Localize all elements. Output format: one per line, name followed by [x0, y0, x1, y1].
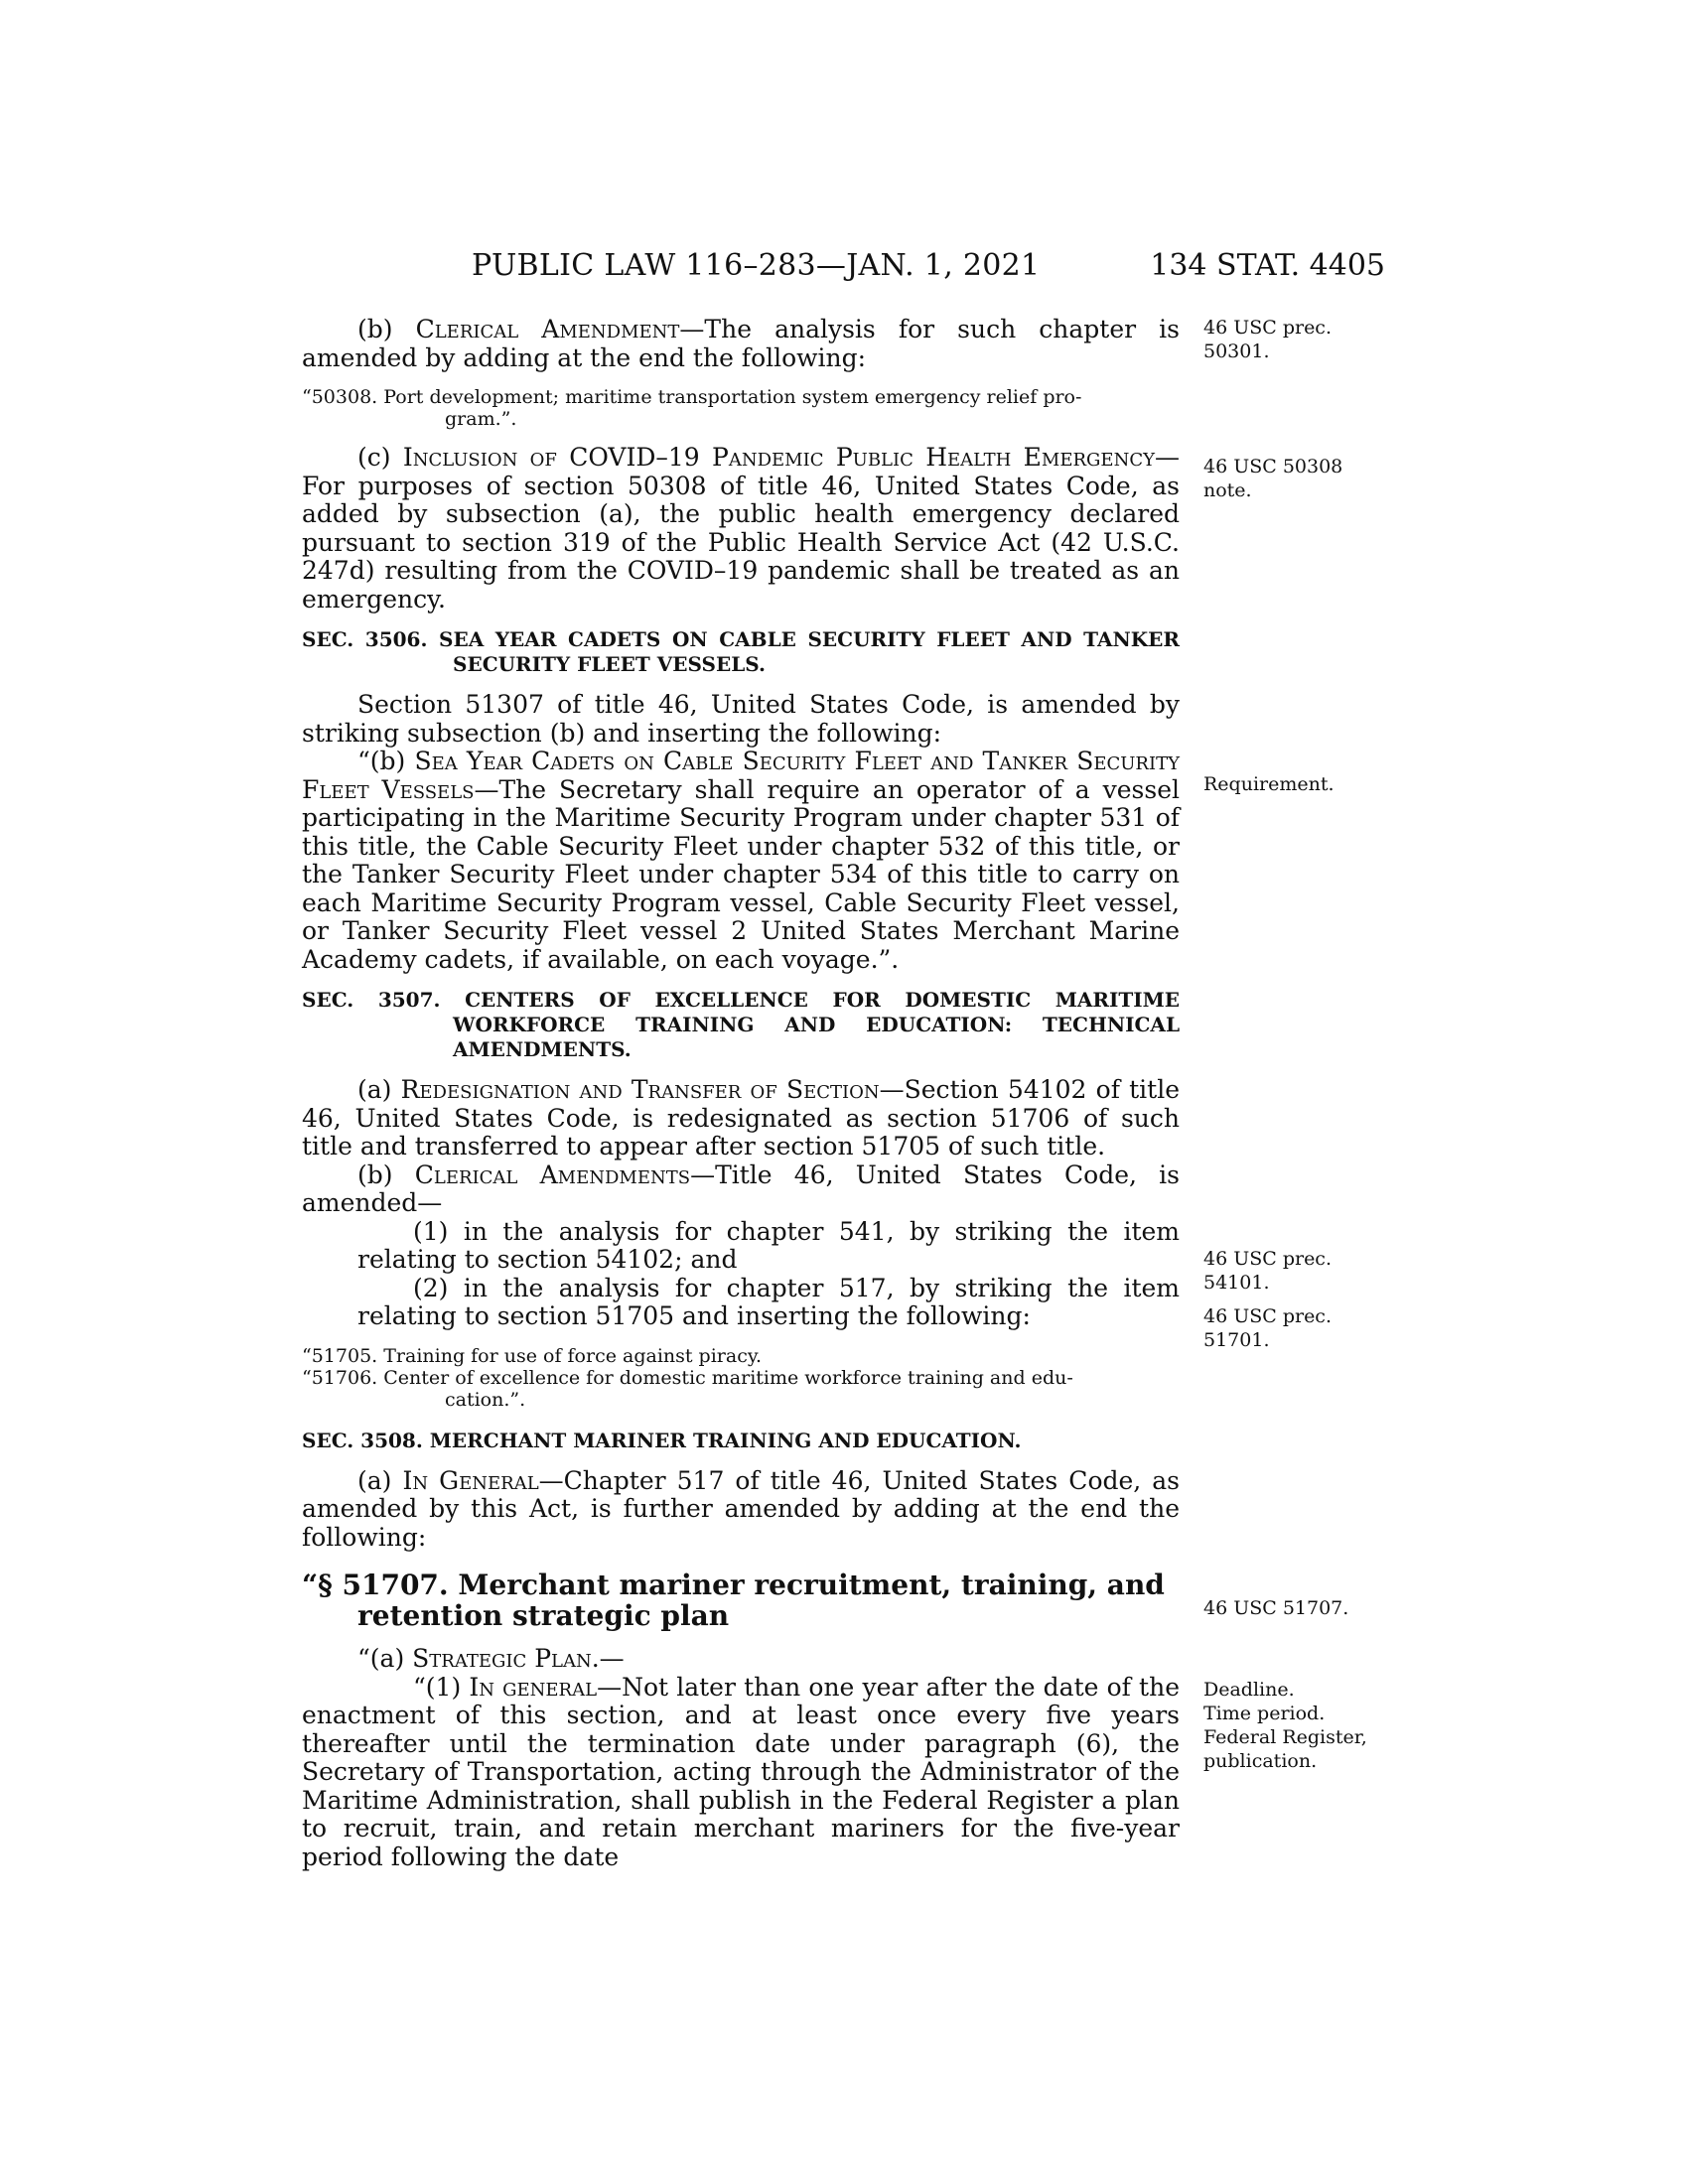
- subsection-text: —The analysis for such chapter is amended by adding at the end the following:: [302, 315, 1180, 372]
- margin-note-requirement: Requirement.: [1203, 773, 1335, 795]
- subsection-heading: Strategic Plan: [412, 1644, 592, 1673]
- paragraph-1-in-general: “(1) In general—Not later than one year after the date of the enactment of this section, and at least once every five years thereafter until the termination date under paragraph (6), the Secretary of Transportation, acting through the Administrator of the Maritime Administration, shall publish in the Federal Register a plan to recruit, train, and retain merchant mariners for the five-year period following the date: [302, 1672, 1180, 1871]
- subsection-heading: Inclusion of COVID–19 Pandemic Public Health Emergency: [402, 443, 1155, 472]
- document-body: [302, 316, 1180, 1871]
- paragraph-2: (2) in the analysis for chapter 517, by striking the item relating to section 51705 and inserting the following:: [357, 1273, 1180, 1330]
- section-3508-subsection-a: (a) In General—Chapter 517 of title 46, United States Code, as amended by this Act, is further amended by adding at the end the following:: [302, 1465, 1181, 1552]
- section-3507-heading: SEC. 3507. CENTERS OF EXCELLENCE FOR DOMESTIC MARITIME WORKFORCE TRAINING AND EDUCATION: TECHNICAL AMENDMENTS.: [302, 988, 1180, 1061]
- subsection-text: —Section 54102 of title 46, United States Code, is redesignated as section 51706 of such title and transferred to appear after section 51705 of such title.: [302, 1075, 1181, 1160]
- subsection-heading: Redesignation and Transfer of Section: [400, 1075, 880, 1104]
- paragraph-1: (1) in the analysis for chapter 541, by striking the item relating to section 54102; and: [357, 1216, 1180, 1274]
- table-of-sections-item-50308: “50308. Port development; maritime transportation system emergency relief pro- gram.”.: [302, 386, 1082, 430]
- subsection-text: —For purposes of section 50308 of title 46, United States Code, as added by subsection (a), the public health emergency declared pursuant to section 319 of the Public Health Service Act (42 U.S.C. 247d) resulting from the COVID–19 pandemic shall be treated as an emergency.: [302, 443, 1180, 614]
- paragraph-heading: In general: [469, 1672, 598, 1702]
- margin-note-prec-54101: 46 USC prec. 54101.: [1203, 1248, 1332, 1294]
- statute-page-number: 134 STAT. 4405: [1150, 248, 1385, 283]
- margin-note-prec-51701: 46 USC prec. 51701.: [1203, 1305, 1332, 1351]
- subsection-c-covid-emergency: (c) Inclusion of COVID–19 Pandemic Public Health Emergency—For purposes of section 50308 of title 46, United States Code, as added by subsection (a), the public health emergency declared pursuant to section 319 of the Public Health Service Act (42 U.S.C. 247d) resulting from the COVID–19 pandemic shall be treated as an emergency.: [302, 443, 1180, 614]
- table-of-sections-item-51705: “51705. Training for use of force against piracy.: [302, 1344, 763, 1367]
- page-header: [298, 248, 1385, 292]
- public-law-title: PUBLIC LAW 116–283—JAN. 1, 2021: [472, 248, 1041, 283]
- subsection-heading: Sea Year Cadets on Cable Security Fleet and Tanker Security Fleet Vessels: [302, 747, 1180, 804]
- subsection-text: —Chapter 517 of title 46, United States Code, as amended by this Act, is further amended by adding at the end the following:: [302, 1465, 1181, 1552]
- paragraph-text: —Not later than one year after the date of the enactment of this section, and at least once every five years thereafter until the termination date under paragraph (6), the Secretary of Transportation, acting through the Administrator of the Maritime Administration, shall publish in the Federal Register a plan to recruit, train, and retain merchant mariners for the five-year period following the date: [302, 1672, 1180, 1871]
- margin-note-50308-note: 46 USC 50308 note.: [1203, 456, 1343, 501]
- section-3506-intro: Section 51307 of title 46, United States Code, is amended by striking subsection (b) and inserting the following:: [302, 690, 1180, 748]
- subsection-heading: Clerical Amendment: [415, 315, 680, 343]
- subsection-heading: Clerical Amendments: [414, 1160, 691, 1189]
- subsection-text: —Title 46, United States Code, is amended—: [302, 1160, 1180, 1217]
- margin-note-prec-50301: 46 USC prec. 50301.: [1203, 317, 1332, 362]
- section-51707-heading: “§ 51707. Merchant mariner recruitment, training, and retention strategic plan: [302, 1569, 1165, 1632]
- subsection-text: —The Secretary shall require an operator of a vessel participating in the Maritime Security Program under chapter 531 of this title, the Cable Security Fleet under chapter 532 of this title, or the Tanker Security Fleet under chapter 534 of this title to carry on each Maritime Security Program vessel, Cable Security Fleet vessel, or Tanker Security Fleet vessel 2 United States Merchant Marine Academy cadets, if available, on each voyage.”.: [302, 774, 1180, 974]
- section-3507-subsection-b: (b) Clerical Amendments—Title 46, United States Code, is amended—: [302, 1160, 1180, 1217]
- section-3507-subsection-a: (a) Redesignation and Transfer of Section—Section 54102 of title 46, United States Code, is redesignated as section 51706 of such title and transferred to appear after section 51705 of such title.: [302, 1075, 1181, 1160]
- margin-note-51707: 46 USC 51707.: [1203, 1597, 1349, 1619]
- section-3506-heading: SEC. 3506. SEA YEAR CADETS ON CABLE SECURITY FLEET AND TANKER SECURITY FLEET VESSELS.: [302, 627, 1180, 676]
- margin-note-deadline: Deadline. Time period. Federal Register, publication.: [1203, 1679, 1367, 1772]
- section-3506-subsection-b: “(b) Sea Year Cadets on Cable Security Fleet and Tanker Security Fleet Vessels—The Secretary shall require an operator of a vessel participating in the Maritime Security Program under chapter 531 of this title, the Cable Security Fleet under chapter 532 of this title, or the Tanker Security Fleet under chapter 534 of this title to carry on each Maritime Security Program vessel, Cable Security Fleet vessel, or Tanker Security Fleet vessel 2 United States Merchant Marine Academy cadets, if available, on each voyage.”.: [302, 747, 1180, 974]
- subsection-a-strategic-plan: “(a) Strategic Plan.—: [357, 1644, 625, 1673]
- section-3508-heading: SEC. 3508. MERCHANT MARINER TRAINING AND EDUCATION.: [302, 1428, 1022, 1452]
- table-of-sections-item-51706: “51706. Center of excellence for domestic maritime workforce training and edu- cation.”.: [302, 1366, 1073, 1411]
- subsection-heading: In General: [402, 1465, 539, 1495]
- subsection-b-clerical-amendment: (b) Clerical Amendment—The analysis for such chapter is amended by adding at the end the following:: [302, 315, 1180, 372]
